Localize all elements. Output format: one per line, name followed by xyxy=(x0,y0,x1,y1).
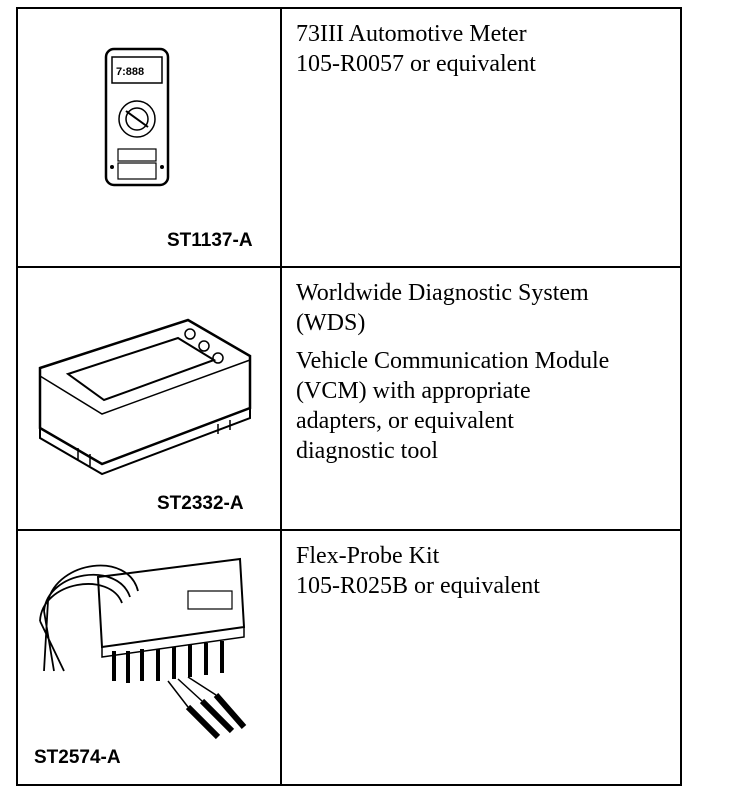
tool-part-number: 105-R0057 or equivalent xyxy=(296,51,536,77)
tool-name: Worldwide Diagnostic System xyxy=(296,280,589,306)
special-tools-table xyxy=(16,7,682,786)
svg-text:7:888: 7:888 xyxy=(116,66,145,78)
tool-image-cell xyxy=(18,9,282,266)
tool-image-cell xyxy=(18,531,282,784)
module-detail: (VCM) with appropriate xyxy=(296,378,531,404)
tool-description xyxy=(296,19,676,87)
diagnostic-tablet-icon xyxy=(18,268,282,531)
figure-code: ST1137-A xyxy=(167,230,253,251)
tool-row-wds xyxy=(18,268,680,531)
module-detail: adapters, or equivalent xyxy=(296,408,514,434)
tool-name: Flex-Probe Kit xyxy=(296,543,440,569)
tool-image-cell xyxy=(18,268,282,529)
tool-part-number: 105-R025B or equivalent xyxy=(296,573,540,599)
tool-name-abbrev: (WDS) xyxy=(296,310,366,336)
tool-row-probe-kit xyxy=(18,531,680,784)
tool-description xyxy=(296,541,676,609)
tool-name: 73III Automotive Meter xyxy=(296,21,527,47)
figure-code: ST2332-A xyxy=(157,493,244,514)
module-detail: diagnostic tool xyxy=(296,438,438,464)
module-name: Vehicle Communication Module xyxy=(296,348,610,374)
tool-description xyxy=(296,278,676,474)
tool-row-meter xyxy=(18,9,680,268)
figure-code: ST2574-A xyxy=(34,747,121,768)
